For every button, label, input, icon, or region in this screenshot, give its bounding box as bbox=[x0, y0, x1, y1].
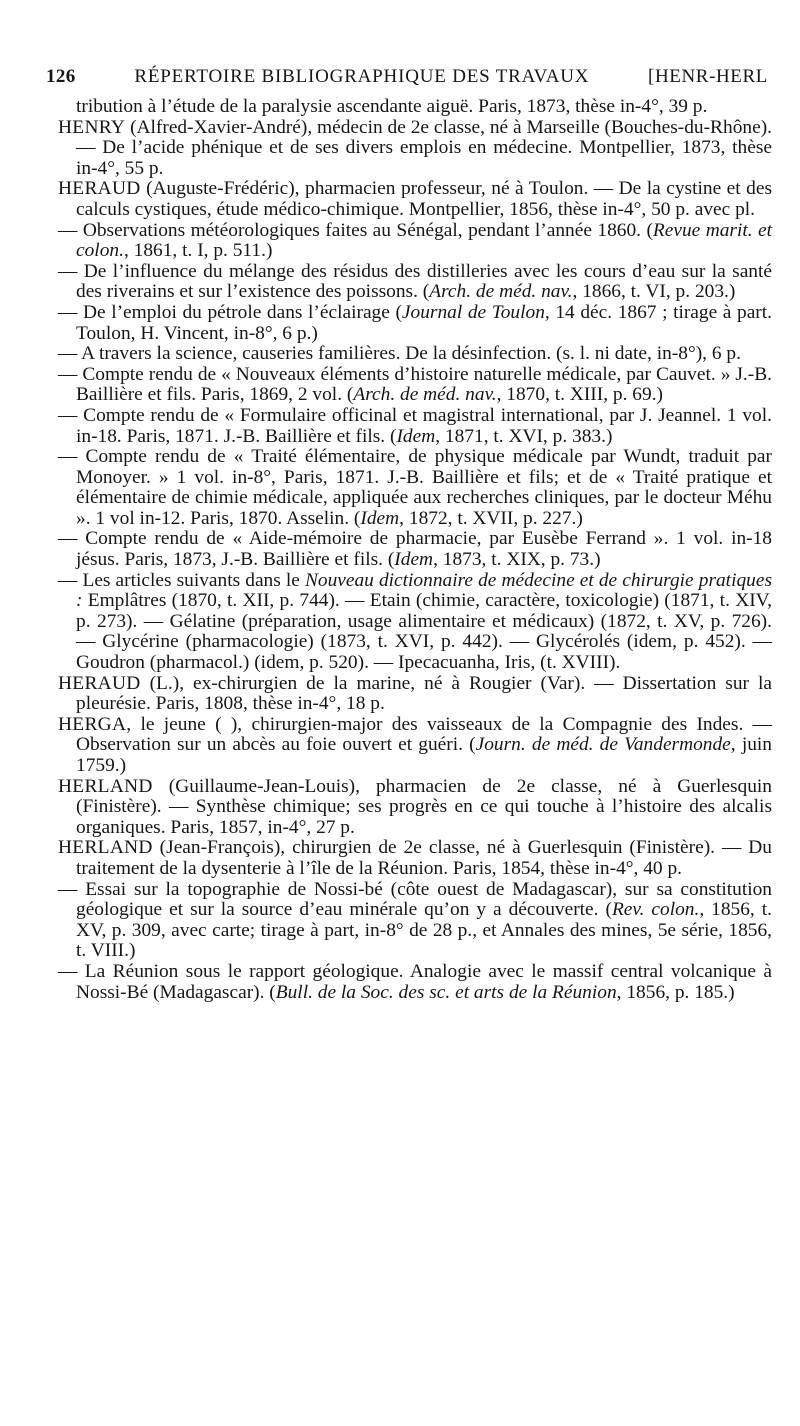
entry-influence: — De l’influence du mélange des résidus des distilleries avec les cours d’eau sur la santé des riverains et sur l’existence des poissons. (Arch. de méd. nav., 1866, t. VI, p. 203.) bbox=[58, 260, 772, 303]
entry-reunion-geologique: — La Réunion sous le rapport géologique. Analogie avec le massif central volcanique à Nossi-Bé (Madagascar). (Bull. de la Soc. des sc. et arts de la Réunion, 1856, p. 185.) bbox=[58, 960, 772, 1003]
author-name: HERLAND bbox=[58, 775, 153, 797]
page-header bbox=[46, 66, 768, 88]
entry-herland-guillaume: HERLAND (Guillaume-Jean-Louis), pharmacien de 2e classe, né à Guerlesquin (Finistère). — Synthèse chimique; ses progrès en ce qui touche à l’histoire des alcalis organiques. Paris, 1857, in-4°, 27 p. bbox=[58, 775, 772, 838]
entry-causeries: — A travers la science, causeries familières. De la désinfection. (s. l. ni date, in-8°), 6 p. bbox=[58, 343, 741, 365]
author-name: HERLAND bbox=[58, 837, 153, 859]
entry-articles-dictionnaire: — Les articles suivants dans le Nouveau dictionnaire de médecine et de chirurgie pratiques : Emplâtres (1870, t. XII, p. 744). — Etain (chimie, caractère, toxicologie) (1871, t. XIV, p. 273). — Gélatine (préparation, usage alimentaire et médicaux) (1872, t. XV, p. 726). — Glycérine (pharmacologie) (1873, t. XVI, p. 442). — Glycérolés (idem, p. 452). — Goudron (pharmacol.) (idem, p. 520). — Ipecacuanha, Iris, (t. XVIII). bbox=[58, 569, 772, 674]
entry-compte-rendu-wundt: — Compte rendu de « Traité élémentaire, de physique médicale par Wundt, traduit par Monoyer. » 1 vol. in-8°, Paris, 1871. J.-B. Baillière et fils; et de « Traité pratique et élémentaire de chimie médicale, appliquée aux recherches cliniques, par le docteur Méhu ». 1 vol in-12. Paris, 1870. Asselin. (Idem, 1872, t. XVII, p. 227.) bbox=[58, 446, 772, 529]
entry-henry: HENRY (Alfred-Xavier-André), médecin de 2e classe, né à Marseille (Bouches-du-Rhône). — De l’acide phénique et de ses divers emplois en médecine. Montpellier, 1873, thèse in-4°, 55 p. bbox=[58, 116, 772, 179]
entry-heraud-l: HERAUD (L.), ex-chirurgien de la marine, né à Rougier (Var). — Dissertation sur la pleurésie. Paris, 1808, thèse in-4°, 18 p. bbox=[58, 672, 772, 715]
entry-herland-jean: HERLAND (Jean-François), chirurgien de 2e classe, né à Guerlesquin (Finistère). — Du traitement de la dysenterie à l’île de la Réunion. Paris, 1854, thèse in-4°, 40 p. bbox=[58, 837, 772, 879]
entry-herga: HERGA, le jeune ( ), chirurgien-major des vaisseaux de la Compagnie des Indes. — Observation sur un abcès au foie ouvert et guéri. (Journ. de méd. de Vandermonde, juin 1759.) bbox=[58, 713, 772, 776]
author-name: HERAUD bbox=[58, 672, 141, 694]
bibliography-body bbox=[58, 97, 772, 1003]
entry-compte-rendu-cauvet: — Compte rendu de « Nouveaux éléments d’histoire naturelle médicale, par Cauvet. » J.-B. Baillière et fils. Paris, 1869, 2 vol. (Arch. de méd. nav., 1870, t. XIII, p. 69.) bbox=[58, 363, 772, 406]
entry-range: [HENR-HERL bbox=[648, 66, 768, 87]
entry-petrole: — De l’emploi du pétrole dans l’éclairage (Journal de Toulon, 14 déc. 1867 ; tirage à part. Toulon, H. Vincent, in-8°, 6 p.) bbox=[58, 301, 773, 344]
entry-compte-rendu-ferrand: — Compte rendu de « Aide-mémoire de pharmacie, par Eusèbe Ferrand ». 1 vol. in-18 jésus. Paris, 1873, J.-B. Baillière et fils. (Idem, 1873, t. XIX, p. 73.) bbox=[58, 528, 772, 571]
entry-observations: — Observations météorologiques faites au Sénégal, pendant l’année 1860. (Revue marit. et colon., 1861, t. I, p. 511.) bbox=[58, 219, 772, 262]
author-name: HENRY bbox=[58, 116, 126, 138]
page-number: 126 bbox=[46, 66, 76, 87]
running-title: RÉPERTOIRE BIBLIOGRAPHIQUE DES TRAVAUX bbox=[134, 66, 590, 87]
entry-compte-rendu-jeannel: — Compte rendu de « Formulaire officinal et magistral international, par J. Jeannel. 1 vol. in-18. Paris, 1871. J.-B. Baillière et fils. (Idem, 1871, t. XVI, p. 383.) bbox=[58, 404, 772, 447]
author-name: HERGA bbox=[58, 713, 127, 735]
entry-continuation: tribution à l’étude de la paralysie ascendante aiguë. Paris, 1873, thèse in-4°, 39 p. bbox=[76, 96, 708, 117]
entry-heraud-auguste: HERAUD (Auguste-Frédéric), pharmacien professeur, né à Toulon. — De la cystine et des calculs cystiques, étude médico-chimique. Montpellier, 1856, thèse in-4°, 50 p. avec pl. bbox=[58, 178, 772, 220]
entry-essai-nossi-be: — Essai sur la topographie de Nossi-bé (côte ouest de Madagascar), sur sa constitution géologique et sur la source d’eau minérale qu’on y a découverte. (Rev. colon., 1856, t. XV, p. 309, avec carte; tirage à part, in-8° de 28 p., et Annales des mines, 5e série, 1856, t. VIII.) bbox=[58, 878, 772, 962]
author-name: HERAUD bbox=[58, 178, 141, 200]
